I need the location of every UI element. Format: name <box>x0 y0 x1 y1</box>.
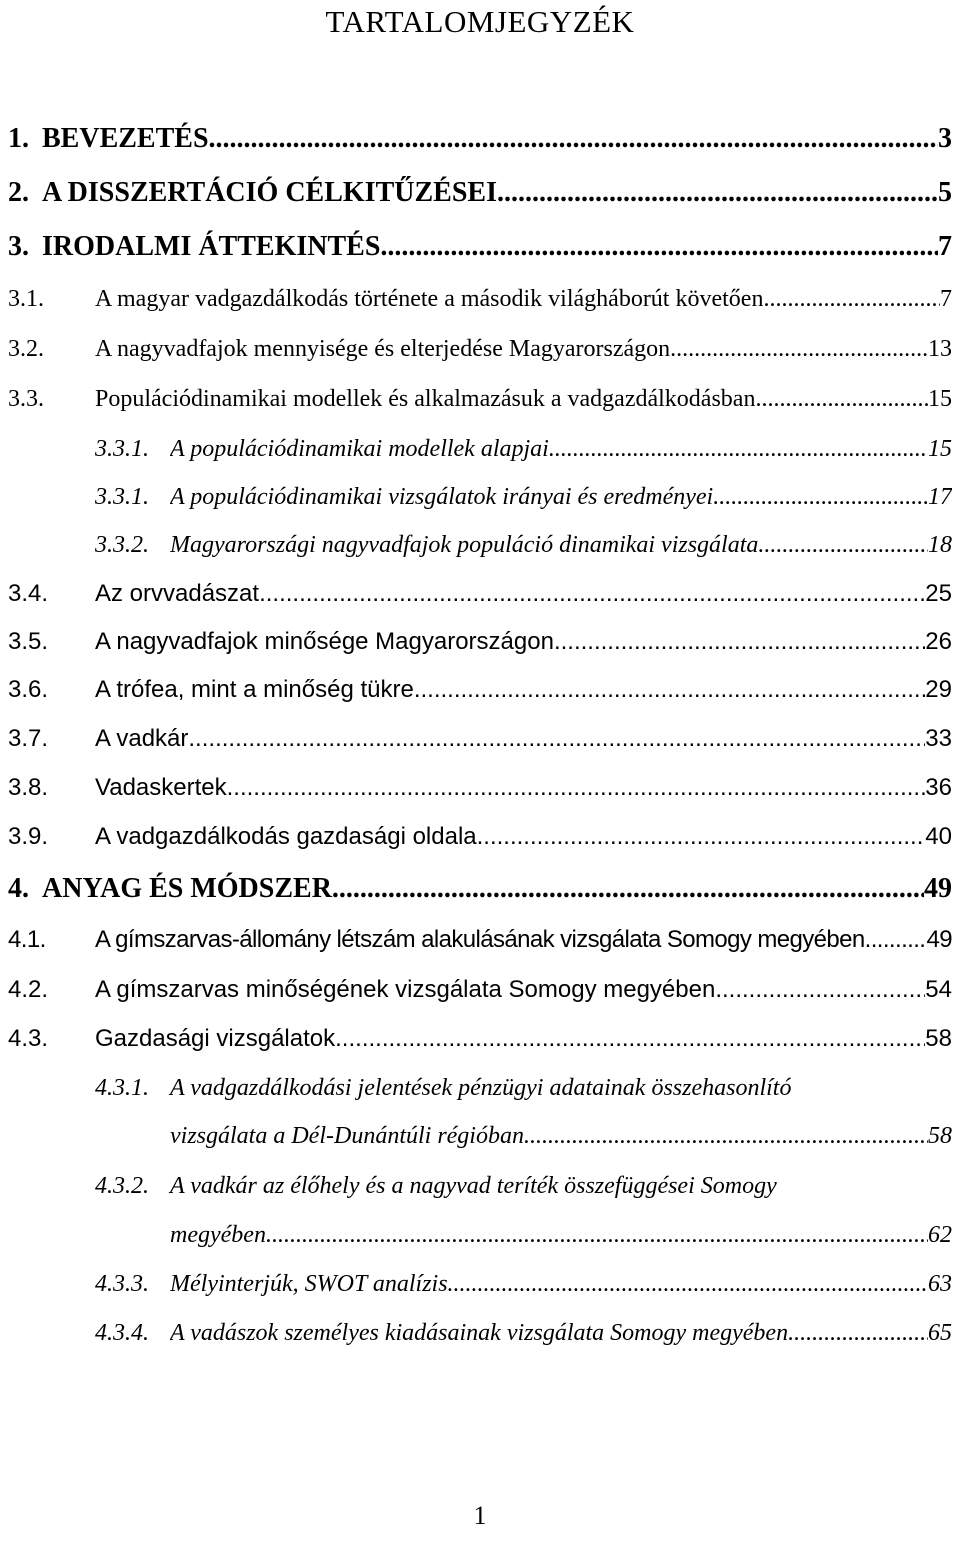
toc-entry-text: A nagyvadfajok minősége Magyarországon <box>95 628 554 655</box>
toc-entry-page: 26 <box>925 628 952 655</box>
toc-entry-text: Populációdinamikai modellek és alkalmazásuk a vadgazdálkodásban <box>95 386 756 412</box>
toc-entry-number: 4. <box>8 873 29 904</box>
toc-entry-number: 3.3.1. <box>95 436 149 462</box>
page-number: 1 <box>473 1501 487 1530</box>
toc-entry-page: 18 <box>928 532 952 558</box>
toc-entry-number: 3.7. <box>8 725 49 752</box>
leader-dots <box>524 1116 928 1156</box>
toc-entry-3-1[interactable] <box>0 279 960 319</box>
toc-entry-number: 1. <box>8 123 29 154</box>
leader-dots <box>549 429 928 469</box>
toc-entry-4-1[interactable] <box>0 920 960 960</box>
leader-dots <box>715 970 925 1010</box>
toc-entry-number: 3.8. <box>8 774 49 801</box>
toc-entry-page: 62 <box>928 1222 952 1248</box>
toc-entry-text-continued: vizsgálata a Dél-Dunántúli régióban <box>170 1123 524 1149</box>
toc-entry-page: 33 <box>925 725 952 752</box>
leader-dots <box>227 768 926 808</box>
toc-entry-page: 54 <box>925 976 952 1003</box>
toc-entry-text: A vadkár az élőhely és a nagyvad teríték összefüggései Somogy <box>170 1173 777 1199</box>
toc-entry-number: 4.3. <box>8 1025 49 1052</box>
toc-entry-number: 4.3.1. <box>95 1075 149 1101</box>
leader-dots <box>332 869 924 909</box>
toc-entry-page: 63 <box>928 1271 952 1297</box>
toc-entry-number: 3.4. <box>8 580 49 607</box>
toc-entry-text: A vadgazdálkodási jelentések pénzügyi adatainak összehasonlító <box>170 1075 792 1101</box>
leader-dots <box>448 1264 928 1304</box>
leader-dots <box>266 1215 928 1255</box>
toc-entry-4-3-4[interactable] <box>0 1313 960 1353</box>
leader-dots <box>670 329 928 369</box>
toc-entry-page: 7 <box>940 286 952 312</box>
toc-entry-number: 3.1. <box>8 286 44 312</box>
toc-entry-text: BEVEZETÉS <box>42 123 209 154</box>
toc-entry-4-3-2[interactable] <box>0 1166 960 1206</box>
toc-entry-4-3[interactable] <box>0 1019 960 1059</box>
toc-entry-1[interactable] <box>0 119 960 159</box>
toc-entry-page: 13 <box>928 336 952 362</box>
leader-dots <box>713 477 928 517</box>
toc-entry-text: A magyar vadgazdálkodás története a második világháborút követően <box>95 286 764 312</box>
toc-entry-page: 65 <box>928 1320 952 1346</box>
toc-entry-3-6[interactable] <box>0 670 960 710</box>
leader-dots <box>763 279 940 319</box>
toc-entry-text: A vadkár <box>95 725 189 752</box>
toc-entry-3-9[interactable] <box>0 817 960 857</box>
toc-entry-text: Vadaskertek <box>95 774 227 801</box>
toc-entry-number: 3.9. <box>8 823 49 850</box>
toc-entry-number: 2. <box>8 177 29 208</box>
toc-entry-text: ANYAG ÉS MÓDSZER <box>42 873 332 904</box>
toc-entry-text: A vadászok személyes kiadásainak vizsgálata Somogy megyében <box>170 1320 789 1346</box>
toc-entry-4-3-1-cont[interactable] <box>0 1116 960 1156</box>
toc-entry-page: 3 <box>938 123 952 154</box>
leader-dots <box>259 574 925 614</box>
toc-entry-text: Az orvvadászat <box>95 580 260 607</box>
leader-dots <box>788 1313 928 1353</box>
toc-entry-text: IRODALMI ÁTTEKINTÉS <box>42 231 381 262</box>
toc-entry-3-3-2[interactable] <box>0 525 960 565</box>
leader-dots <box>188 719 925 759</box>
toc-entry-3-3-1a[interactable] <box>0 429 960 469</box>
toc-entry-4-3-3[interactable] <box>0 1264 960 1304</box>
leader-dots <box>477 817 926 857</box>
toc-title: TARTALOMJEGYZÉK <box>325 4 635 39</box>
toc-entry-number: 3. <box>8 231 29 262</box>
toc-entry-page: 40 <box>925 823 952 850</box>
toc-entry-number: 3.5. <box>8 628 49 655</box>
toc-entry-text: A populációdinamikai vizsgálatok irányai és eredményei <box>170 484 714 510</box>
toc-entry-page: 5 <box>938 177 952 208</box>
toc-entry-number: 3.3. <box>8 386 44 412</box>
toc-entry-page: 36 <box>925 774 952 801</box>
toc-entry-3-8[interactable] <box>0 768 960 808</box>
toc-entry-number: 3.3.2. <box>95 532 149 558</box>
toc-entry-page: 17 <box>928 484 952 510</box>
toc-entry-number: 4.1. <box>8 926 46 953</box>
toc-entry-text: A nagyvadfajok mennyisége és elterjedése Magyarországon <box>95 336 671 362</box>
toc-entry-page: 58 <box>925 1025 952 1052</box>
toc-entry-3[interactable] <box>0 227 960 267</box>
toc-entry-page: 49 <box>926 926 952 953</box>
toc-entry-3-3-1b[interactable] <box>0 477 960 517</box>
toc-entry-page: 29 <box>925 676 952 703</box>
toc-entry-4-2[interactable] <box>0 970 960 1010</box>
toc-entry-number: 4.3.4. <box>95 1320 149 1346</box>
leader-dots <box>758 525 928 565</box>
leader-dots <box>497 173 938 213</box>
toc-entry-4-3-2-cont[interactable] <box>0 1215 960 1255</box>
toc-entry-3-2[interactable] <box>0 329 960 369</box>
toc-entry-number: 4.3.2. <box>95 1173 149 1199</box>
toc-entry-page: 49 <box>924 873 952 904</box>
leader-dots <box>554 622 925 662</box>
toc-entry-number: 4.2. <box>8 976 49 1003</box>
toc-entry-text: Gazdasági vizsgálatok <box>95 1025 336 1052</box>
toc-entry-2[interactable] <box>0 173 960 213</box>
toc-entry-text: Magyarországi nagyvadfajok populáció dinamikai vizsgálata <box>170 532 759 558</box>
leader-dots <box>209 119 938 159</box>
toc-entry-3-5[interactable] <box>0 622 960 662</box>
toc-entry-text: Mélyinterjúk, SWOT analízis <box>170 1271 448 1297</box>
toc-entry-text: A gímszarvas minőségének vizsgálata Somogy megyében <box>95 976 716 1003</box>
toc-entry-page: 58 <box>928 1123 952 1149</box>
toc-entry-4-3-1[interactable] <box>0 1068 960 1108</box>
toc-entry-page: 7 <box>938 231 952 262</box>
toc-entry-page: 25 <box>925 580 952 607</box>
toc-entry-number: 3.2. <box>8 336 44 362</box>
toc-entry-page: 15 <box>928 386 952 412</box>
toc-entry-text: A DISSZERTÁCIÓ CÉLKITŰZÉSEI <box>42 177 497 208</box>
toc-entry-text-continued: megyében <box>170 1222 266 1248</box>
toc-entry-3-3[interactable] <box>0 379 960 419</box>
leader-dots <box>755 379 928 419</box>
toc-entry-text: A gímszarvas-állomány létszám alakulásának vizsgálata Somogy megyében <box>95 926 865 953</box>
toc-entry-number: 3.6. <box>8 676 49 703</box>
toc-entry-3-7[interactable] <box>0 719 960 759</box>
toc-entry-number: 3.3.1. <box>95 484 149 510</box>
toc-entry-number: 4.3.3. <box>95 1271 149 1297</box>
toc-entry-3-4[interactable] <box>0 574 960 614</box>
leader-dots <box>335 1019 925 1059</box>
toc-entry-page: 15 <box>928 436 952 462</box>
leader-dots <box>865 920 927 960</box>
leader-dots <box>414 670 925 710</box>
toc-entry-text: A trófea, mint a minőség tükre <box>95 676 414 703</box>
toc-entry-text: A vadgazdálkodás gazdasági oldala <box>95 823 477 850</box>
leader-dots <box>380 227 938 267</box>
toc-entry-text: A populációdinamikai modellek alapjai <box>170 436 549 462</box>
toc-entry-4[interactable] <box>0 869 960 909</box>
